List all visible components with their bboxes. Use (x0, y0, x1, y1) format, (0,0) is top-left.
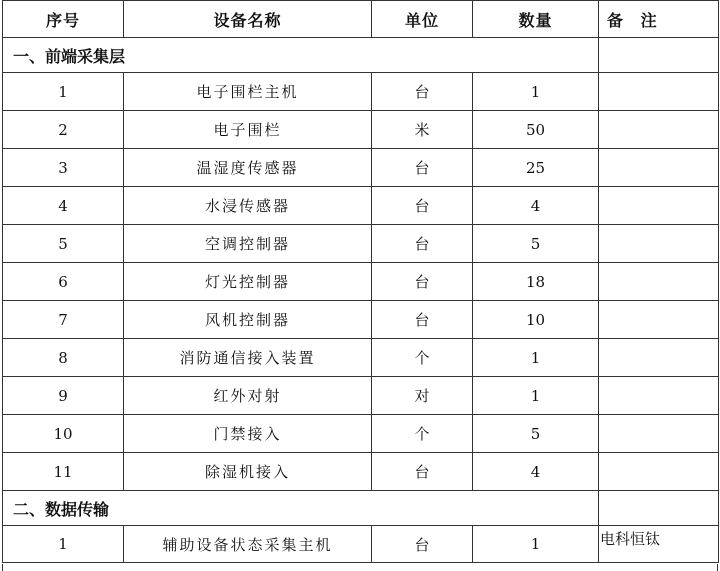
cell-unit: 台 (372, 149, 473, 187)
cell-note (599, 301, 719, 339)
table-row (3, 111, 719, 149)
cell-qty: 1 (473, 377, 599, 415)
header-unit: 单位 (372, 1, 473, 38)
table-row (3, 263, 719, 301)
cell-note (599, 73, 719, 111)
cell-note (599, 377, 719, 415)
cell-seq: 1 (3, 73, 124, 111)
cell-note: 电科恒钛 (599, 526, 719, 563)
cell-seq: 7 (3, 301, 124, 339)
cell-unit: 个 (372, 339, 473, 377)
table-row (3, 526, 719, 563)
cell-seq: 9 (3, 377, 124, 415)
cell-qty: 1 (473, 526, 599, 563)
section-title: 一、前端采集层 (3, 38, 599, 73)
cell-unit: 台 (372, 73, 473, 111)
cell-name: 空调控制器 (124, 225, 372, 263)
cell-unit: 台 (372, 225, 473, 263)
cell-unit: 台 (372, 263, 473, 301)
table-row (3, 149, 719, 187)
cell-seq: 5 (3, 225, 124, 263)
cell-name: 消防通信接入装置 (124, 339, 372, 377)
cell-qty: 18 (473, 263, 599, 301)
table-row (3, 187, 719, 225)
header-name: 设备名称 (124, 1, 372, 38)
cell-seq: 6 (3, 263, 124, 301)
table-row (3, 73, 719, 111)
table-row (3, 377, 719, 415)
cell-qty: 4 (473, 187, 599, 225)
cell-seq: 11 (3, 453, 124, 491)
cell-qty: 4 (473, 453, 599, 491)
cell-note (599, 225, 719, 263)
cell-name: 门禁接入 (124, 415, 372, 453)
cell-unit: 台 (372, 301, 473, 339)
section-note-cell (599, 491, 719, 526)
cell-seq: 4 (3, 187, 124, 225)
cell-seq: 2 (3, 111, 124, 149)
cell-qty: 1 (473, 73, 599, 111)
section-row (3, 38, 719, 73)
cell-seq: 1 (3, 526, 124, 563)
table-row (3, 339, 719, 377)
cell-note (599, 187, 719, 225)
cell-name: 除湿机接入 (124, 453, 372, 491)
cell-name: 水浸传感器 (124, 187, 372, 225)
cell-name: 风机控制器 (124, 301, 372, 339)
section-row (3, 491, 719, 526)
cell-name: 辅助设备状态采集主机 (124, 526, 372, 563)
equipment-table (2, 0, 719, 563)
table-row (3, 453, 719, 491)
header-seq: 序号 (3, 1, 124, 38)
cell-qty: 5 (473, 225, 599, 263)
cell-qty: 25 (473, 149, 599, 187)
cell-name: 红外对射 (124, 377, 372, 415)
table-row (3, 415, 719, 453)
cell-name: 电子围栏 (124, 111, 372, 149)
cell-unit: 个 (372, 415, 473, 453)
cell-name: 温湿度传感器 (124, 149, 372, 187)
table-continuation-edge (2, 564, 718, 571)
cell-note (599, 453, 719, 491)
cell-unit: 对 (372, 377, 473, 415)
cell-note (599, 339, 719, 377)
cell-qty: 10 (473, 301, 599, 339)
cell-unit: 米 (372, 111, 473, 149)
table-header-row (3, 1, 719, 38)
cell-note (599, 111, 719, 149)
cell-note (599, 415, 719, 453)
cell-name: 电子围栏主机 (124, 73, 372, 111)
header-qty: 数量 (473, 1, 599, 38)
cell-name: 灯光控制器 (124, 263, 372, 301)
header-notes: 备 注 (599, 1, 719, 38)
section-title: 二、数据传输 (3, 491, 599, 526)
table-row (3, 225, 719, 263)
cell-seq: 10 (3, 415, 124, 453)
cell-qty: 1 (473, 339, 599, 377)
cell-note (599, 149, 719, 187)
cell-note (599, 263, 719, 301)
section-note-cell (599, 38, 719, 73)
cell-unit: 台 (372, 187, 473, 225)
cell-qty: 5 (473, 415, 599, 453)
cell-seq: 3 (3, 149, 124, 187)
cell-seq: 8 (3, 339, 124, 377)
cell-unit: 台 (372, 526, 473, 563)
cell-unit: 台 (372, 453, 473, 491)
cell-qty: 50 (473, 111, 599, 149)
table-row (3, 301, 719, 339)
